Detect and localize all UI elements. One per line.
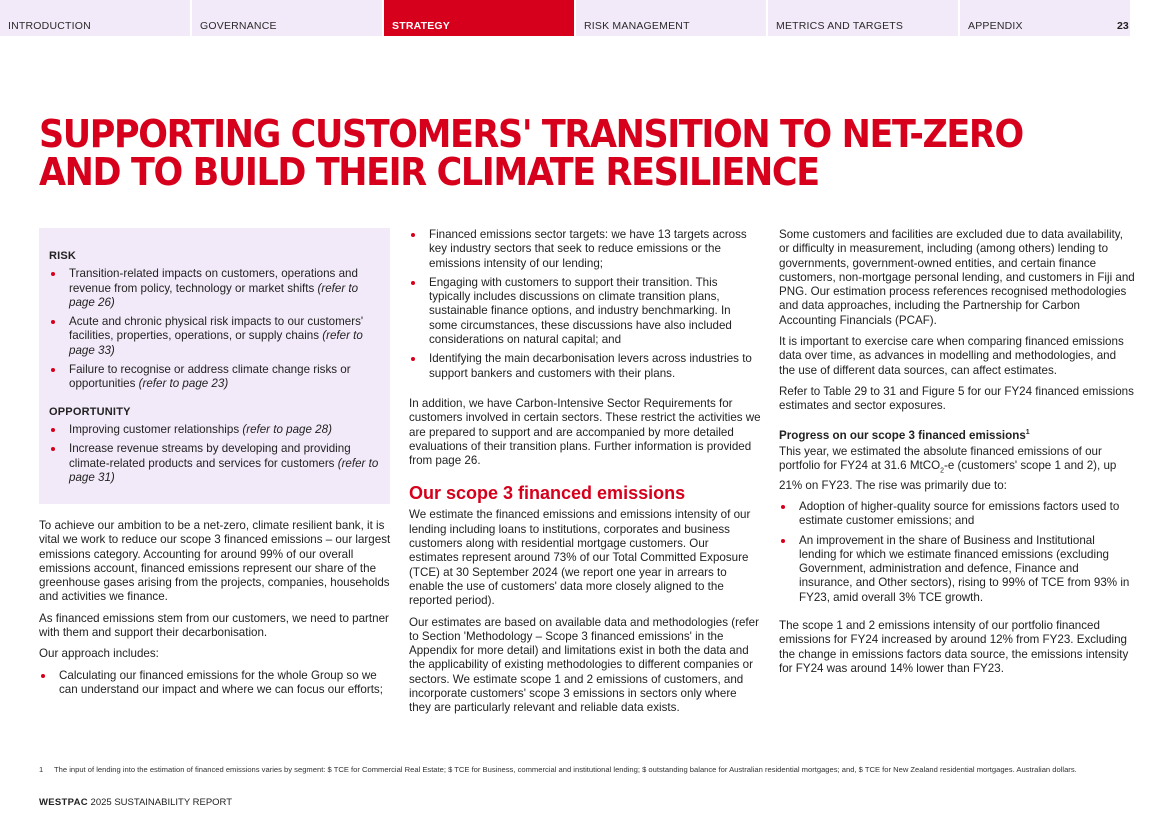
approach-list-continued [409,228,761,381]
opportunity-heading: OPPORTUNITY [49,405,131,418]
footnote-number: 1 [39,765,44,774]
tab-strategy[interactable]: STRATEGY [384,0,574,36]
list-item: Transition-related impacts on customers, operations and revenue from policy, technology or market shifts (refer to page 26) [49,267,380,310]
footnote-marker[interactable]: 1 [1025,428,1030,436]
paragraph: It is important to exercise care when comparing financed emissions data over time, as advances in modelling and methodologies, and the use of different data sources, can affect estimates. [779,335,1124,377]
footnote-text: The input of lending into the estimation of financed emissions varies by segment: $ TCE for Commercial Real Estate; $ TCE for Business, commercial and institutional lending; $ outstanding balance for Australian residential mortgages; and, $ TCE for New Zealand residential mortgages. Australian dollars. [54,765,1077,774]
approach-list [39,669,391,698]
paragraph: Our approach includes: [39,647,159,661]
list-item: Increase revenue streams by developing and providing climate-related products and services for customers (refer to page 31) [49,442,380,485]
risk-heading: RISK [49,250,77,262]
risk-opportunity-panel [39,228,390,504]
list-item: Identifying the main decarbonisation levers across industries to support bankers and customers with their plans. [409,352,761,381]
risk-list [49,267,380,391]
column-left [39,519,391,704]
page-reference: (refer to page 26) [69,281,359,309]
paragraph: Our estimates are based on available data and methodologies (refer to Section 'Methodology – Scope 3 financed emissions' in the Appendix for more detail) and limitations exist in both the data and the applicability of existing methodologies to different companies or sectors. We estimate scope 1 and 2 emissions of customers, and incorporate customers' scope 3 emissions in sectors only where they are particularly relevant and reliable data exists. [409,615,759,715]
section-heading: Our scope 3 financed emissions [409,483,686,504]
report-name: 2025 SUSTAINABILITY REPORT [90,797,233,808]
list-item: Engaging with customers to support their transition. This typically includes discussions on climate transition plans, sustainable finance options, and industry benchmarking. In some circumstances, these discussions have also included considerations on natural capital; and [409,276,761,347]
top-navigation [0,0,1168,36]
page-reference: (refer to page 28) [242,422,332,436]
tab-appendix[interactable]: APPENDIX [960,0,1130,36]
paragraph: In addition, we have Carbon-Intensive Sector Requirements for customers involved in certain sectors. These restrict the activities we are prepared to support and are accompanied by more detailed evaluations of their transition plans. Further information is provided from page 26. [409,396,761,468]
paragraph: As financed emissions stem from our customers, we need to partner with them and support their decarbonisation. [39,611,389,640]
paragraph: To achieve our ambition to be a net-zero, climate resilient bank, it is vital we work to reduce our scope 3 financed emissions – our largest emissions category. Accounting for around 99% of our overall emissions account, financed emissions represent our share of the greenhouse gases arising from the projects, companies, households and activities we finance. [39,519,391,604]
list-item: Acute and chronic physical risk impacts to our customers' facilities, properties, operations, or supply chains (refer to page 33) [49,315,380,358]
page-reference: (refer to page 31) [69,456,379,484]
tab-introduction[interactable]: INTRODUCTION [0,0,190,36]
column-right [779,228,1135,683]
footnote [39,765,1134,774]
reasons-list [779,500,1135,605]
list-item: Failure to recognise or address climate change risks or opportunities (refer to page 23) [49,363,380,392]
list-item: Improving customer relationships (refer to page 28) [49,423,380,437]
column-middle [409,228,761,723]
paragraph: The scope 1 and 2 emissions intensity of our portfolio financed emissions for FY24 increased by around 12% from FY23. Excluding the change in emissions factors data source, the emissions intensity for FY24 was around 14% lower than FY23. [779,619,1129,675]
paragraph: Refer to Table 29 to 31 and Figure 5 for our FY24 financed emissions estimates and sector exposures. [779,384,1134,413]
tab-metrics-and-targets[interactable]: METRICS AND TARGETS [768,0,958,36]
page-reference: (refer to page 23) [138,377,229,391]
list-item: Financed emissions sector targets: we have 13 targets across key industry sectors that seek to reduce emissions or the emissions intensity of our lending; [409,228,761,271]
tab-governance[interactable]: GOVERNANCE [192,0,382,36]
paragraph: We estimate the financed emissions and emissions intensity of our lending including loans to institutions, corporates and business customers along with residential mortgage customers. Our estimates represent around 73% of our Total Committed Exposure (TCE) at 30 September 2024 (we report one year in arrears to enable the use of customers' data more closely aligned to the reported period). [409,508,751,608]
list-item: Calculating our financed emissions for the whole Group so we can understand our impact and where we can focus our efforts; [39,669,391,698]
page-reference: (refer to page 33) [69,329,363,357]
paragraph: Some customers and facilities are excluded due to data availability, or difficulty in measurement, including (among others) lending to governments, government-owned entities, and certain finance customers, non-mortgage personal lending, and customers in Fiji and PNG. Our estimation process references recognised methodologies and data approaches, including the Partnership for Carbon Accounting Financials (PCAF). [779,228,1135,327]
page-number: 23 [1117,20,1129,32]
list-item: Adoption of higher-quality source for emissions factors used to estimate customer emissions; and [779,500,1135,529]
tab-risk-management[interactable]: RISK MANAGEMENT [576,0,766,36]
brand-name: WESTPAC [39,797,88,808]
page-title: SUPPORTING CUSTOMERS' TRANSITION TO NET-ZERO AND TO BUILD THEIR CLIMATE RESILIENCE [39,112,1023,194]
page-footer [39,797,232,808]
sub-heading: Progress on our scope 3 financed emissions$^1$ [779,428,1030,442]
list-item: An improvement in the share of Business and Institutional lending for which we estimate financed emissions (excluding Government, administration and defence, Finance and insurance, and Other sectors), rising to 99% of TCE from 93% in FY23, amid overall 3% TCE growth. [779,534,1135,605]
opportunity-list [49,423,380,485]
paragraph: This year, we estimated the absolute financed emissions of our portfolio for FY24 at 31.6 MtCO$_2$-e (customers' scope 1 and 2), up 21% on FY23. The rise was primarily due to: [779,444,1117,492]
